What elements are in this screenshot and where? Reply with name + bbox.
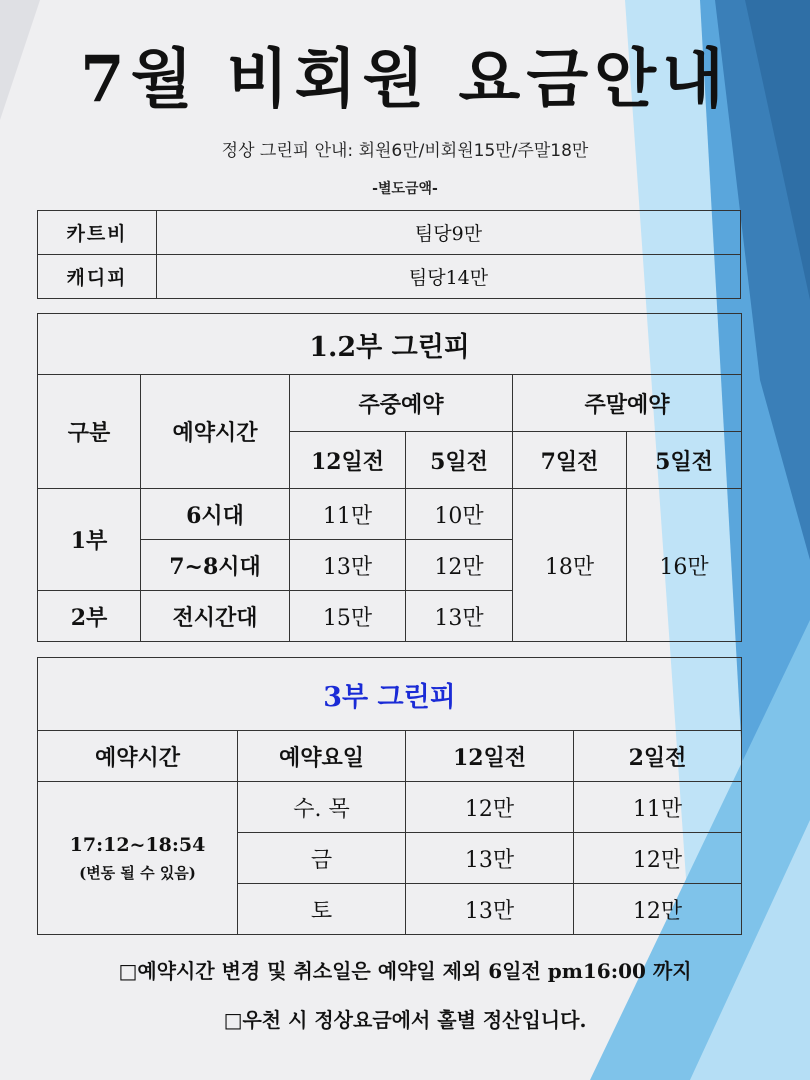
12days-header: 12일전: [406, 731, 574, 782]
day-cell: 토: [238, 884, 406, 935]
price-cell: 12만: [574, 833, 742, 884]
weekday-5days-header: 5일전: [406, 432, 513, 489]
weekend-header: 주말예약: [513, 375, 742, 432]
table-row: [38, 489, 742, 540]
time-slot: 6시대: [141, 489, 290, 540]
caddie-fee-value: 팀당14만: [157, 255, 741, 299]
cart-fee-label: 카트비: [38, 211, 157, 255]
price-cell: 11만: [290, 489, 406, 540]
weekend-5days-price: 16만: [627, 489, 742, 642]
price-cell: 11만: [574, 782, 742, 833]
price-cell: 10만: [406, 489, 513, 540]
notice-rain: □우천 시 정상요금에서 홀별 정산입니다.: [223, 1008, 587, 1032]
part-1-label: 1부: [38, 489, 141, 591]
weekend-7days-price: 18만: [513, 489, 627, 642]
reservation-day-header: 예약요일: [238, 731, 406, 782]
price-cell: 13만: [290, 540, 406, 591]
price-cell: 13만: [406, 884, 574, 935]
weekday-header: 주중예약: [290, 375, 513, 432]
green-fee-1-2-title: 1.2부 그린피: [38, 314, 742, 375]
price-cell: 12만: [406, 540, 513, 591]
green-fee-3-title: 3부 그린피: [38, 658, 742, 731]
day-cell: 수. 목: [238, 782, 406, 833]
price-cell: 15만: [290, 591, 406, 642]
time-slot: 전시간대: [141, 591, 290, 642]
caddie-fee-label: 캐디피: [38, 255, 157, 299]
reservation-time-header: 예약시간: [141, 375, 290, 489]
price-cell: 12만: [406, 782, 574, 833]
cart-fee-value: 팀당9만: [157, 211, 741, 255]
green-fee-1-2-table: [37, 313, 742, 642]
weekend-7days-header: 7일전: [513, 432, 627, 489]
separate-fee-label: -별도금액-: [372, 181, 438, 197]
price-cell: 13만: [406, 591, 513, 642]
reservation-time-header: 예약시간: [38, 731, 238, 782]
extra-fees-table: [37, 210, 741, 299]
notice-cancellation: □예약시간 변경 및 취소일은 예약일 제외 6일전 pm16:00 까지: [118, 959, 692, 983]
day-cell: 금: [238, 833, 406, 884]
price-cell: 13만: [406, 833, 574, 884]
table-row: [38, 782, 742, 833]
time-range: 17:12~18:54: [69, 834, 206, 857]
table-row: [38, 211, 741, 255]
regular-fee-info: 정상 그린피 안내: 회원6만/비회원15만/주말18만: [221, 141, 589, 161]
time-note: (변동 될 수 있음): [79, 864, 196, 883]
table-row: [38, 255, 741, 299]
2days-header: 2일전: [574, 731, 742, 782]
price-cell: 12만: [574, 884, 742, 935]
weekday-12days-header: 12일전: [290, 432, 406, 489]
reservation-time-cell: [38, 782, 238, 935]
weekend-5days-header: 5일전: [627, 432, 742, 489]
page-title: 7월 비회원 요금안내: [80, 42, 730, 117]
green-fee-3-table: [37, 657, 742, 935]
part-2-label: 2부: [38, 591, 141, 642]
time-slot: 7~8시대: [141, 540, 290, 591]
category-header: 구분: [38, 375, 141, 489]
